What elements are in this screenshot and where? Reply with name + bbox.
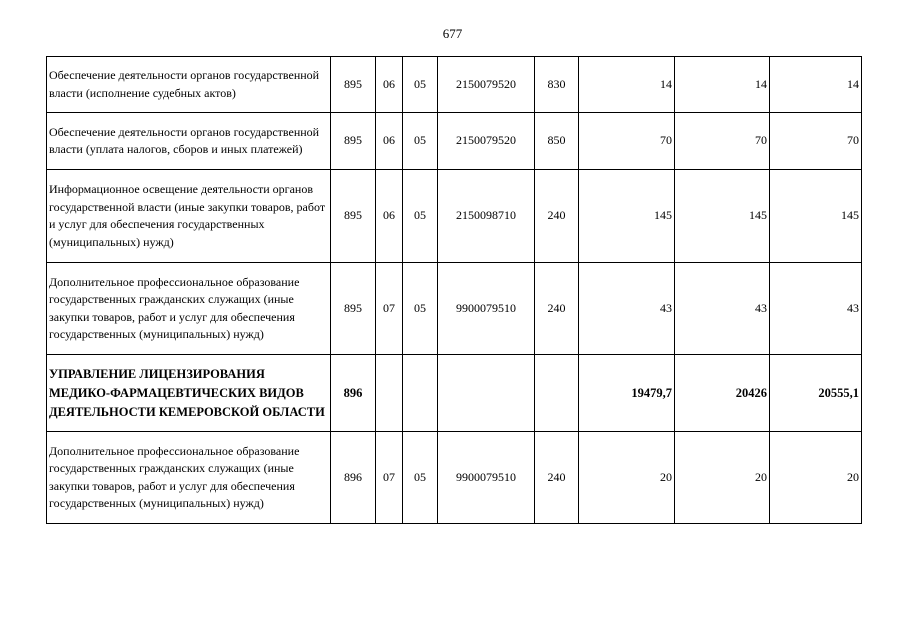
pr-cell: 05 xyxy=(403,432,438,524)
table-row xyxy=(47,263,862,355)
ved-cell: 895 xyxy=(331,113,376,170)
rz-cell: 07 xyxy=(376,432,403,524)
row-name-cell: Информационное освещение деятельности органов государственной власти (иные закупки товаров, работ и услуг для обеспечения государственных (муниципальных) нужд) xyxy=(47,170,331,263)
vr-cell xyxy=(535,355,579,432)
year3-amount-cell: 70 xyxy=(770,113,862,170)
pr-cell: 05 xyxy=(403,170,438,263)
year1-amount-cell: 43 xyxy=(579,263,675,355)
csr-cell: 9900079510 xyxy=(438,432,535,524)
ved-cell: 895 xyxy=(331,57,376,113)
rz-cell: 07 xyxy=(376,263,403,355)
ved-cell: 896 xyxy=(331,355,376,432)
ved-cell: 895 xyxy=(331,263,376,355)
year3-amount-cell: 20 xyxy=(770,432,862,524)
ved-cell: 895 xyxy=(331,170,376,263)
year2-amount-cell: 43 xyxy=(675,263,770,355)
csr-cell: 2150079520 xyxy=(438,57,535,113)
table-row xyxy=(47,432,862,524)
csr-cell: 2150079520 xyxy=(438,113,535,170)
row-name-cell: Дополнительное профессиональное образование государственных гражданских служащих (иные закупки товаров, работ и услуг для обеспечения государственных (муниципальных) нужд) xyxy=(47,263,331,355)
row-name-cell: Дополнительное профессиональное образование государственных гражданских служащих (иные закупки товаров, работ и услуг для обеспечения государственных (муниципальных) нужд) xyxy=(47,432,331,524)
vr-cell: 240 xyxy=(535,432,579,524)
year3-amount-cell: 20555,1 xyxy=(770,355,862,432)
year2-amount-cell: 145 xyxy=(675,170,770,263)
vr-cell: 240 xyxy=(535,170,579,263)
pr-cell: 05 xyxy=(403,113,438,170)
budget-table xyxy=(46,56,862,524)
department-name-cell: УПРАВЛЕНИЕ ЛИЦЕНЗИРОВАНИЯ МЕДИКО-ФАРМАЦЕВТИЧЕСКИХ ВИДОВ ДЕЯТЕЛЬНОСТИ КЕМЕРОВСКОЙ ОБЛАСТИ xyxy=(47,355,331,432)
year1-amount-cell: 20 xyxy=(579,432,675,524)
rz-cell xyxy=(376,355,403,432)
year1-amount-cell: 70 xyxy=(579,113,675,170)
pr-cell: 05 xyxy=(403,263,438,355)
pr-cell: 05 xyxy=(403,57,438,113)
table-row xyxy=(47,355,862,432)
csr-cell: 2150098710 xyxy=(438,170,535,263)
year2-amount-cell: 70 xyxy=(675,113,770,170)
year3-amount-cell: 14 xyxy=(770,57,862,113)
rz-cell: 06 xyxy=(376,113,403,170)
vr-cell: 830 xyxy=(535,57,579,113)
pr-cell xyxy=(403,355,438,432)
year3-amount-cell: 145 xyxy=(770,170,862,263)
csr-cell: 9900079510 xyxy=(438,263,535,355)
table-row xyxy=(47,170,862,263)
rz-cell: 06 xyxy=(376,57,403,113)
table-row xyxy=(47,57,862,113)
year2-amount-cell: 14 xyxy=(675,57,770,113)
year2-amount-cell: 20426 xyxy=(675,355,770,432)
year1-amount-cell: 145 xyxy=(579,170,675,263)
csr-cell xyxy=(438,355,535,432)
year1-amount-cell: 14 xyxy=(579,57,675,113)
year1-amount-cell: 19479,7 xyxy=(579,355,675,432)
ved-cell: 896 xyxy=(331,432,376,524)
table-row xyxy=(47,113,862,170)
rz-cell: 06 xyxy=(376,170,403,263)
row-name-cell: Обеспечение деятельности органов государственной власти (исполнение судебных актов) xyxy=(47,57,331,113)
year3-amount-cell: 43 xyxy=(770,263,862,355)
vr-cell: 240 xyxy=(535,263,579,355)
year2-amount-cell: 20 xyxy=(675,432,770,524)
row-name-cell: Обеспечение деятельности органов государственной власти (уплата налогов, сборов и иных платежей) xyxy=(47,113,331,170)
page-number: 677 xyxy=(442,26,463,41)
vr-cell: 850 xyxy=(535,113,579,170)
